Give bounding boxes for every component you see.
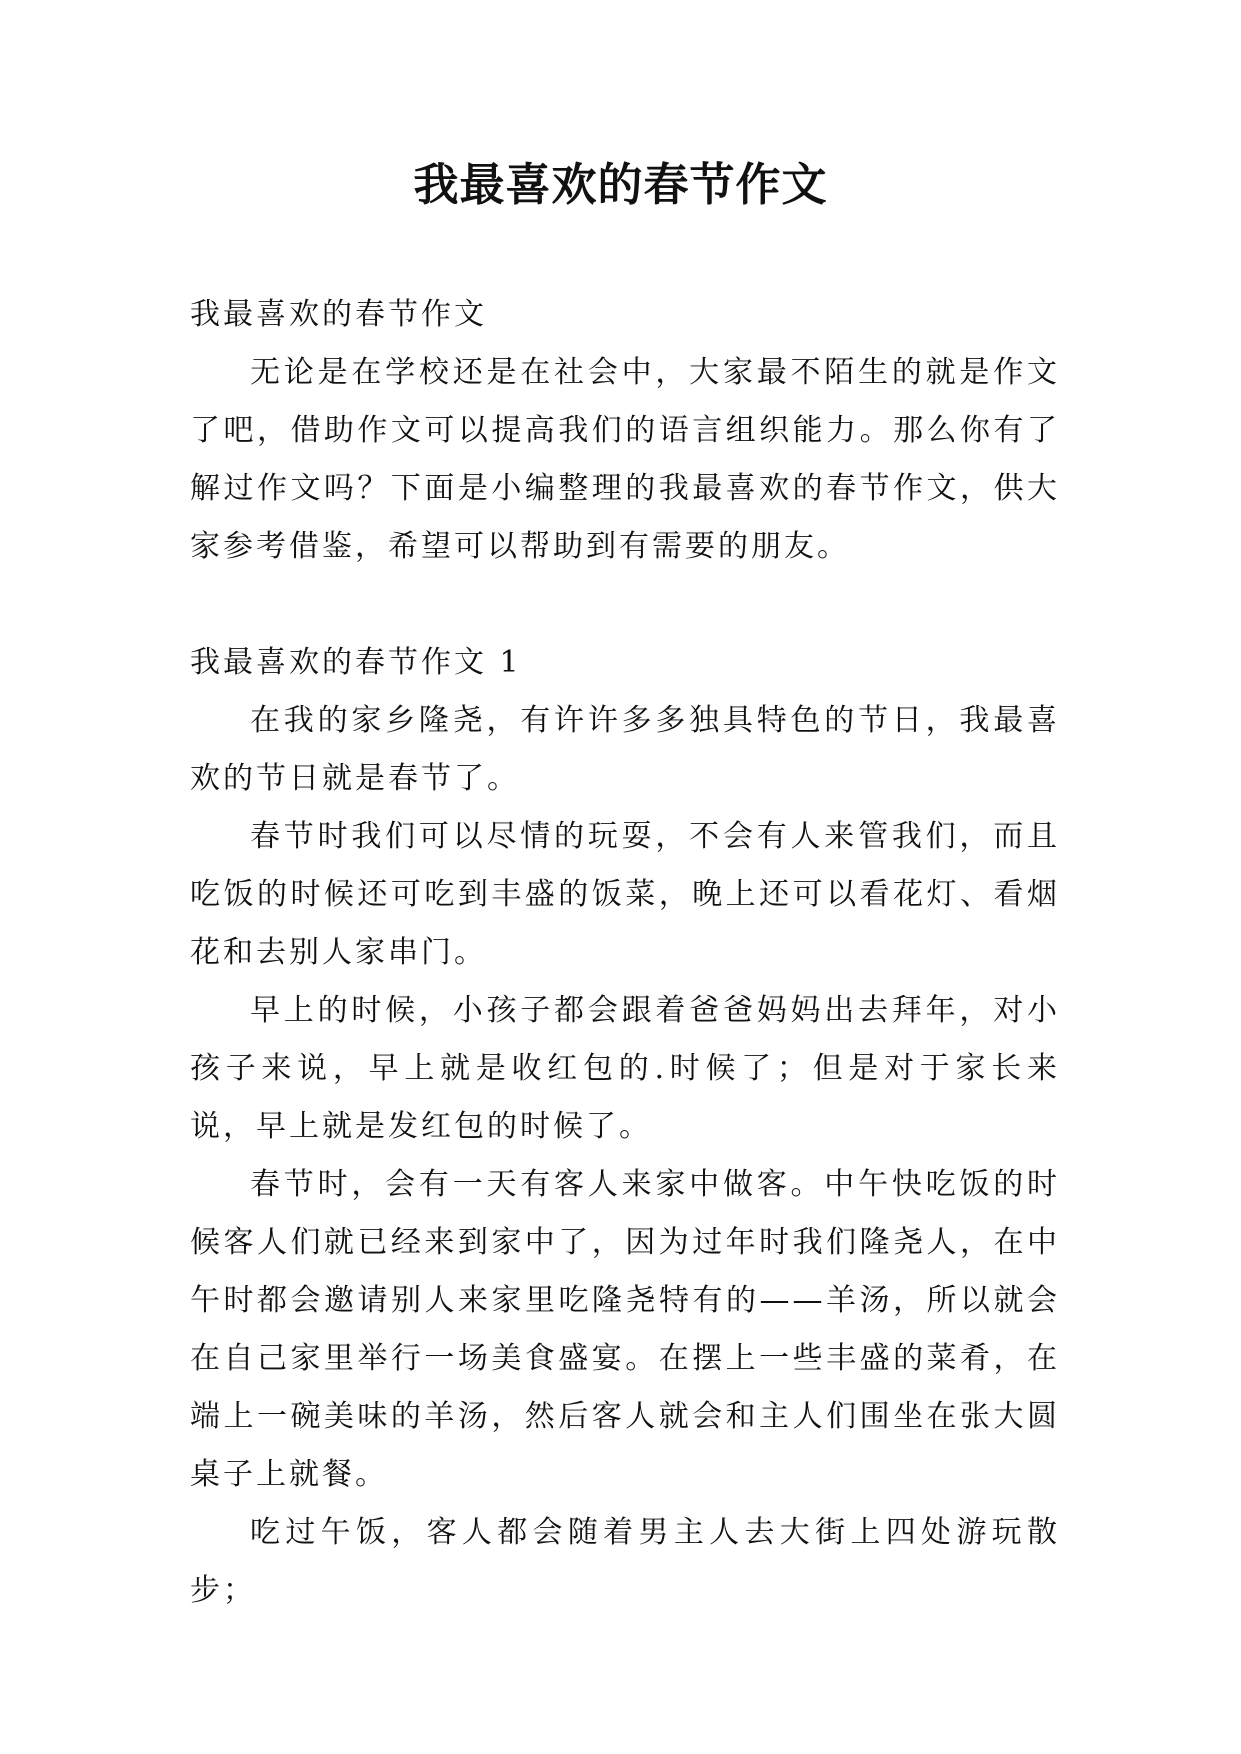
paragraph: 春节时我们可以尽情的玩耍，不会有人来管我们，而且吃饭的时候还可吃到丰盛的饭菜，晚上还可以看花灯、看烟花和去别人家串门。 — [190, 819, 1060, 970]
paragraph: 春节时，会有一天有客人来家中做客。中午快吃饭的时候客人们就已经来到家中了，因为过年时我们隆尧人，在中午时都会邀请别人来家里吃隆尧特有的——羊汤，所以就会在自己家里举行一场美食盛宴。在摆上一些丰盛的菜肴，在端上一碗美味的羊汤，然后客人就会和主人们围坐在张大圆桌子上就餐。 — [190, 1167, 1060, 1492]
section-spacer — [190, 576, 1060, 634]
paragraph: 在我的家乡隆尧，有许许多多独具特色的节日，我最喜欢的节日就是春节了。 — [190, 703, 1060, 796]
paragraph: 吃过午饭，客人都会随着男主人去大街上四处游玩散步； — [190, 1515, 1060, 1608]
paragraph: 早上的时候，小孩子都会跟着爸爸妈妈出去拜年，对小孩子来说，早上就是收红包的.时候了；但是对于家长来说，早上就是发红包的时候了。 — [190, 993, 1060, 1144]
document-body — [190, 286, 1060, 1620]
section1-heading: 我最喜欢的春节作文 1 — [190, 645, 522, 680]
intro-paragraph: 无论是在学校还是在社会中，大家最不陌生的就是作文了吧，借助作文可以提高我们的语言组织能力。那么你有了解过作文吗？下面是小编整理的我最喜欢的春节作文，供大家参考借鉴，希望可以帮助到有需要的朋友。 — [190, 355, 1060, 564]
intro-heading: 我最喜欢的春节作文 — [190, 297, 487, 332]
document-title: 我最喜欢的春节作文 — [413, 158, 828, 211]
